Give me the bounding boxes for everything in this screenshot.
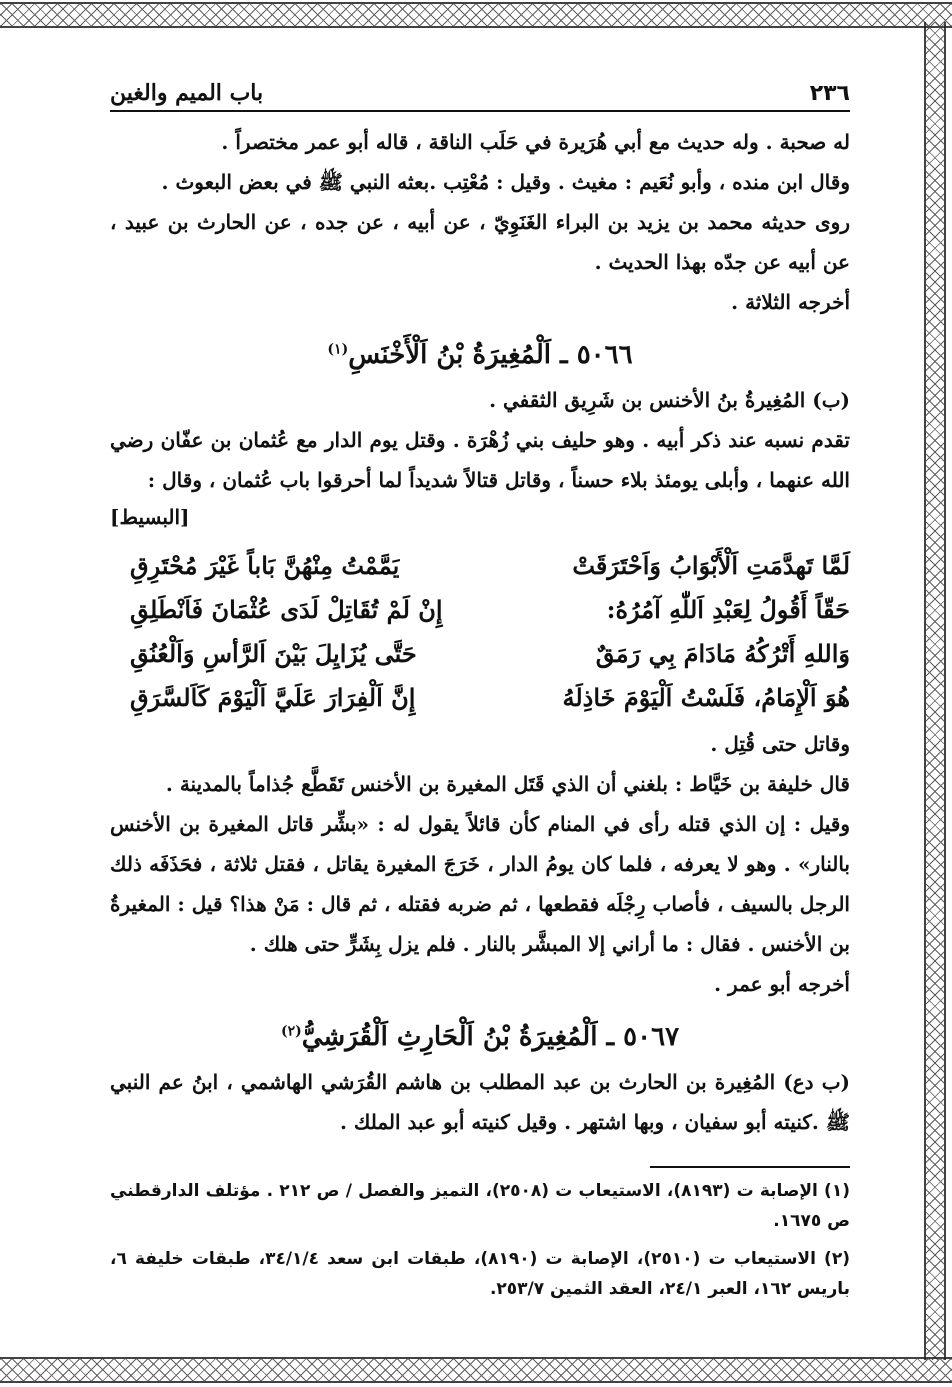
paragraph: أخرجه الثلاثة . — [731, 290, 850, 314]
verse-first-hemistich: حَقّاً أَقُولُ لِعَبْدِ اَللّٰهِ آمُرُهُ: — [606, 595, 850, 624]
verse-second-hemistich: يَمَّمْتُ مِنْهُنَّ بَاباً غَيْرَ مُحْتَرِقِ — [130, 551, 400, 580]
poem-verse — [130, 588, 850, 632]
entry-title-text: ٥٠٦٧ ـ اَلْمُغِيرَةُ بْنُ اَلْحَارِثِ اَلْقُرَشِيُّ — [301, 1022, 680, 1052]
page-header — [110, 80, 850, 112]
footnote-marker: (٢) — [280, 1023, 302, 1040]
verse-first-hemistich: لَمَّا تَهدَّمَتِ اَلْأَبْوَابُ وَاَحْتَرَقَتْ — [572, 551, 850, 580]
verse-first-hemistich: وَاللهِ أَتْرُكُهُ مَادَامَ بِي رَمَقٌ — [595, 639, 850, 668]
poem — [130, 544, 850, 720]
footnote-marker: (١) — [327, 341, 349, 358]
paragraph: تقدم نسبه عند ذكر أبيه . وهو حليف بني زُهْرَة . وقتل يوم الدار مع عُثمان بن عفّان رضي الله عنهما ، وأبلى يومئذ بلاء حسناً ، وقاتل قتالاً شديداً لما أحرقوا باب عُثمان ، وقال : — [110, 428, 850, 492]
verse-second-hemistich: إِنَّ اَلْفِرَارَ عَلَيَّ اَلْيَوْمَ كَاَلسَّرَقِ — [130, 683, 416, 712]
ornamental-border-right — [924, 22, 946, 1360]
footnotes — [110, 1176, 850, 1304]
entry-title-5066 — [110, 340, 850, 370]
paragraph: وقاتل حتى قُتِل . — [710, 732, 850, 756]
paragraph: له صحبة . وله حديث مع أبي هُرَيرة في حَلَب الناقة ، قاله أبو عمر مختصراً . — [221, 130, 850, 154]
ornamental-border-top — [0, 2, 952, 28]
entry-title-5067 — [110, 1022, 850, 1052]
entry-title-text: ٥٠٦٦ ـ اَلْمُغِيرَةُ بْنُ اَلْأَخْنَسِ — [348, 340, 633, 370]
poem-verse — [130, 632, 850, 676]
paragraph: قال خليفة بن خَيَّاط : بلغني أن الذي قَتَل المغيرة بن الأخنس تَقَطَّع جُذاماً بالمدينة . — [165, 772, 850, 796]
running-title: باب الميم والغين — [110, 80, 264, 106]
entry-intro: (ب) المُغِيرةُ بنُ الأخنس بن شَرِيق الثقفي . — [489, 388, 850, 412]
footnote: (١) الإصابة ت (٨١٩٣)، الاستيعاب ت (٢٥٠٨)، التميز والفصل / ص ٢١٢ . مؤتلف الدارقطني ص ١٦٧٥. — [110, 1181, 850, 1231]
page-content — [110, 80, 850, 1312]
footnote: (٢) الاستيعاب ت (٢٥١٠)، الإصابة ت (٨١٩٠)، طبقات ابن سعد ٣٤/١/٤، طبقات خليفة ٦، باريس ١٦٢، العبر ٢٤/١، العقد الثمين ٢٥٣/٧. — [110, 1249, 850, 1299]
paragraph: أخرجه أبو عمر . — [714, 972, 850, 996]
verse-second-hemistich: إِنْ لَمْ تُقَاتِلْ لَدَى عُثْمَانَ فَاَنْطَلِقِ — [130, 595, 443, 624]
verse-second-hemistich: حَتَّى يُزَايِلَ بَيْنَ اَلرَّأسِ وَاَلْعُنُقِ — [130, 639, 417, 668]
page-number: ٢٣٦ — [809, 81, 850, 106]
poem-meter: [البسيط] — [110, 505, 190, 529]
verse-first-hemistich: هُوَ اَلْإِمَامُ، فَلَسْتُ اَلْيَوْمَ خَاذِلَهُ — [562, 683, 850, 712]
paragraph: (ب دع) المُغِيرة بن الحارث بن عبد المطلب بن هاشم القُرَشي الهاشمي ، ابنُ عم النبي ﷺ .كنيته أبو سفيان ، وبها اشتهر . وقيل كنيته أبو عبد الملك . — [110, 1070, 850, 1134]
footnote-separator — [650, 1166, 850, 1168]
paragraph: وقال ابن منده ، وأبو نُعَيم : مغيث . وقيل : مُعْتِب .بعثه النبي ﷺ في بعض البعوث . — [161, 170, 850, 194]
paragraph: وقيل : إن الذي قتله رأى في المنام كأن قائلاً يقول له : «بشِّر قاتل المغيرة بن الأخنس بالنار» . وهو لا يعرفه ، فلما كان يومُ الدار ، خَرَجَ المغيرة يقاتل ، فقتل ثلاثة ، فحَذَفَه ذلك الرجل بالسيف ، فأصاب رِجْلَه فقطعها ، ثم ضربه فقتله ، ثم قال : مَنْ هذا؟ قيل : المغيرةُ بن الأخنس . فقال : ما أراني إلا المبشَّر بالنار . فلم يزل بِشَرٍّ حتى هلك . — [110, 812, 850, 956]
poem-verse — [130, 544, 850, 588]
ornamental-border-bottom — [0, 1357, 952, 1383]
paragraph: روى حديثه محمد بن يزيد بن البراء الغَنَوِيّ ، عن أبيه ، عن جده ، عن الحارث بن عبيد ، عن أبيه عن جدّه بهذا الحديث . — [110, 210, 850, 274]
poem-verse — [130, 676, 850, 720]
